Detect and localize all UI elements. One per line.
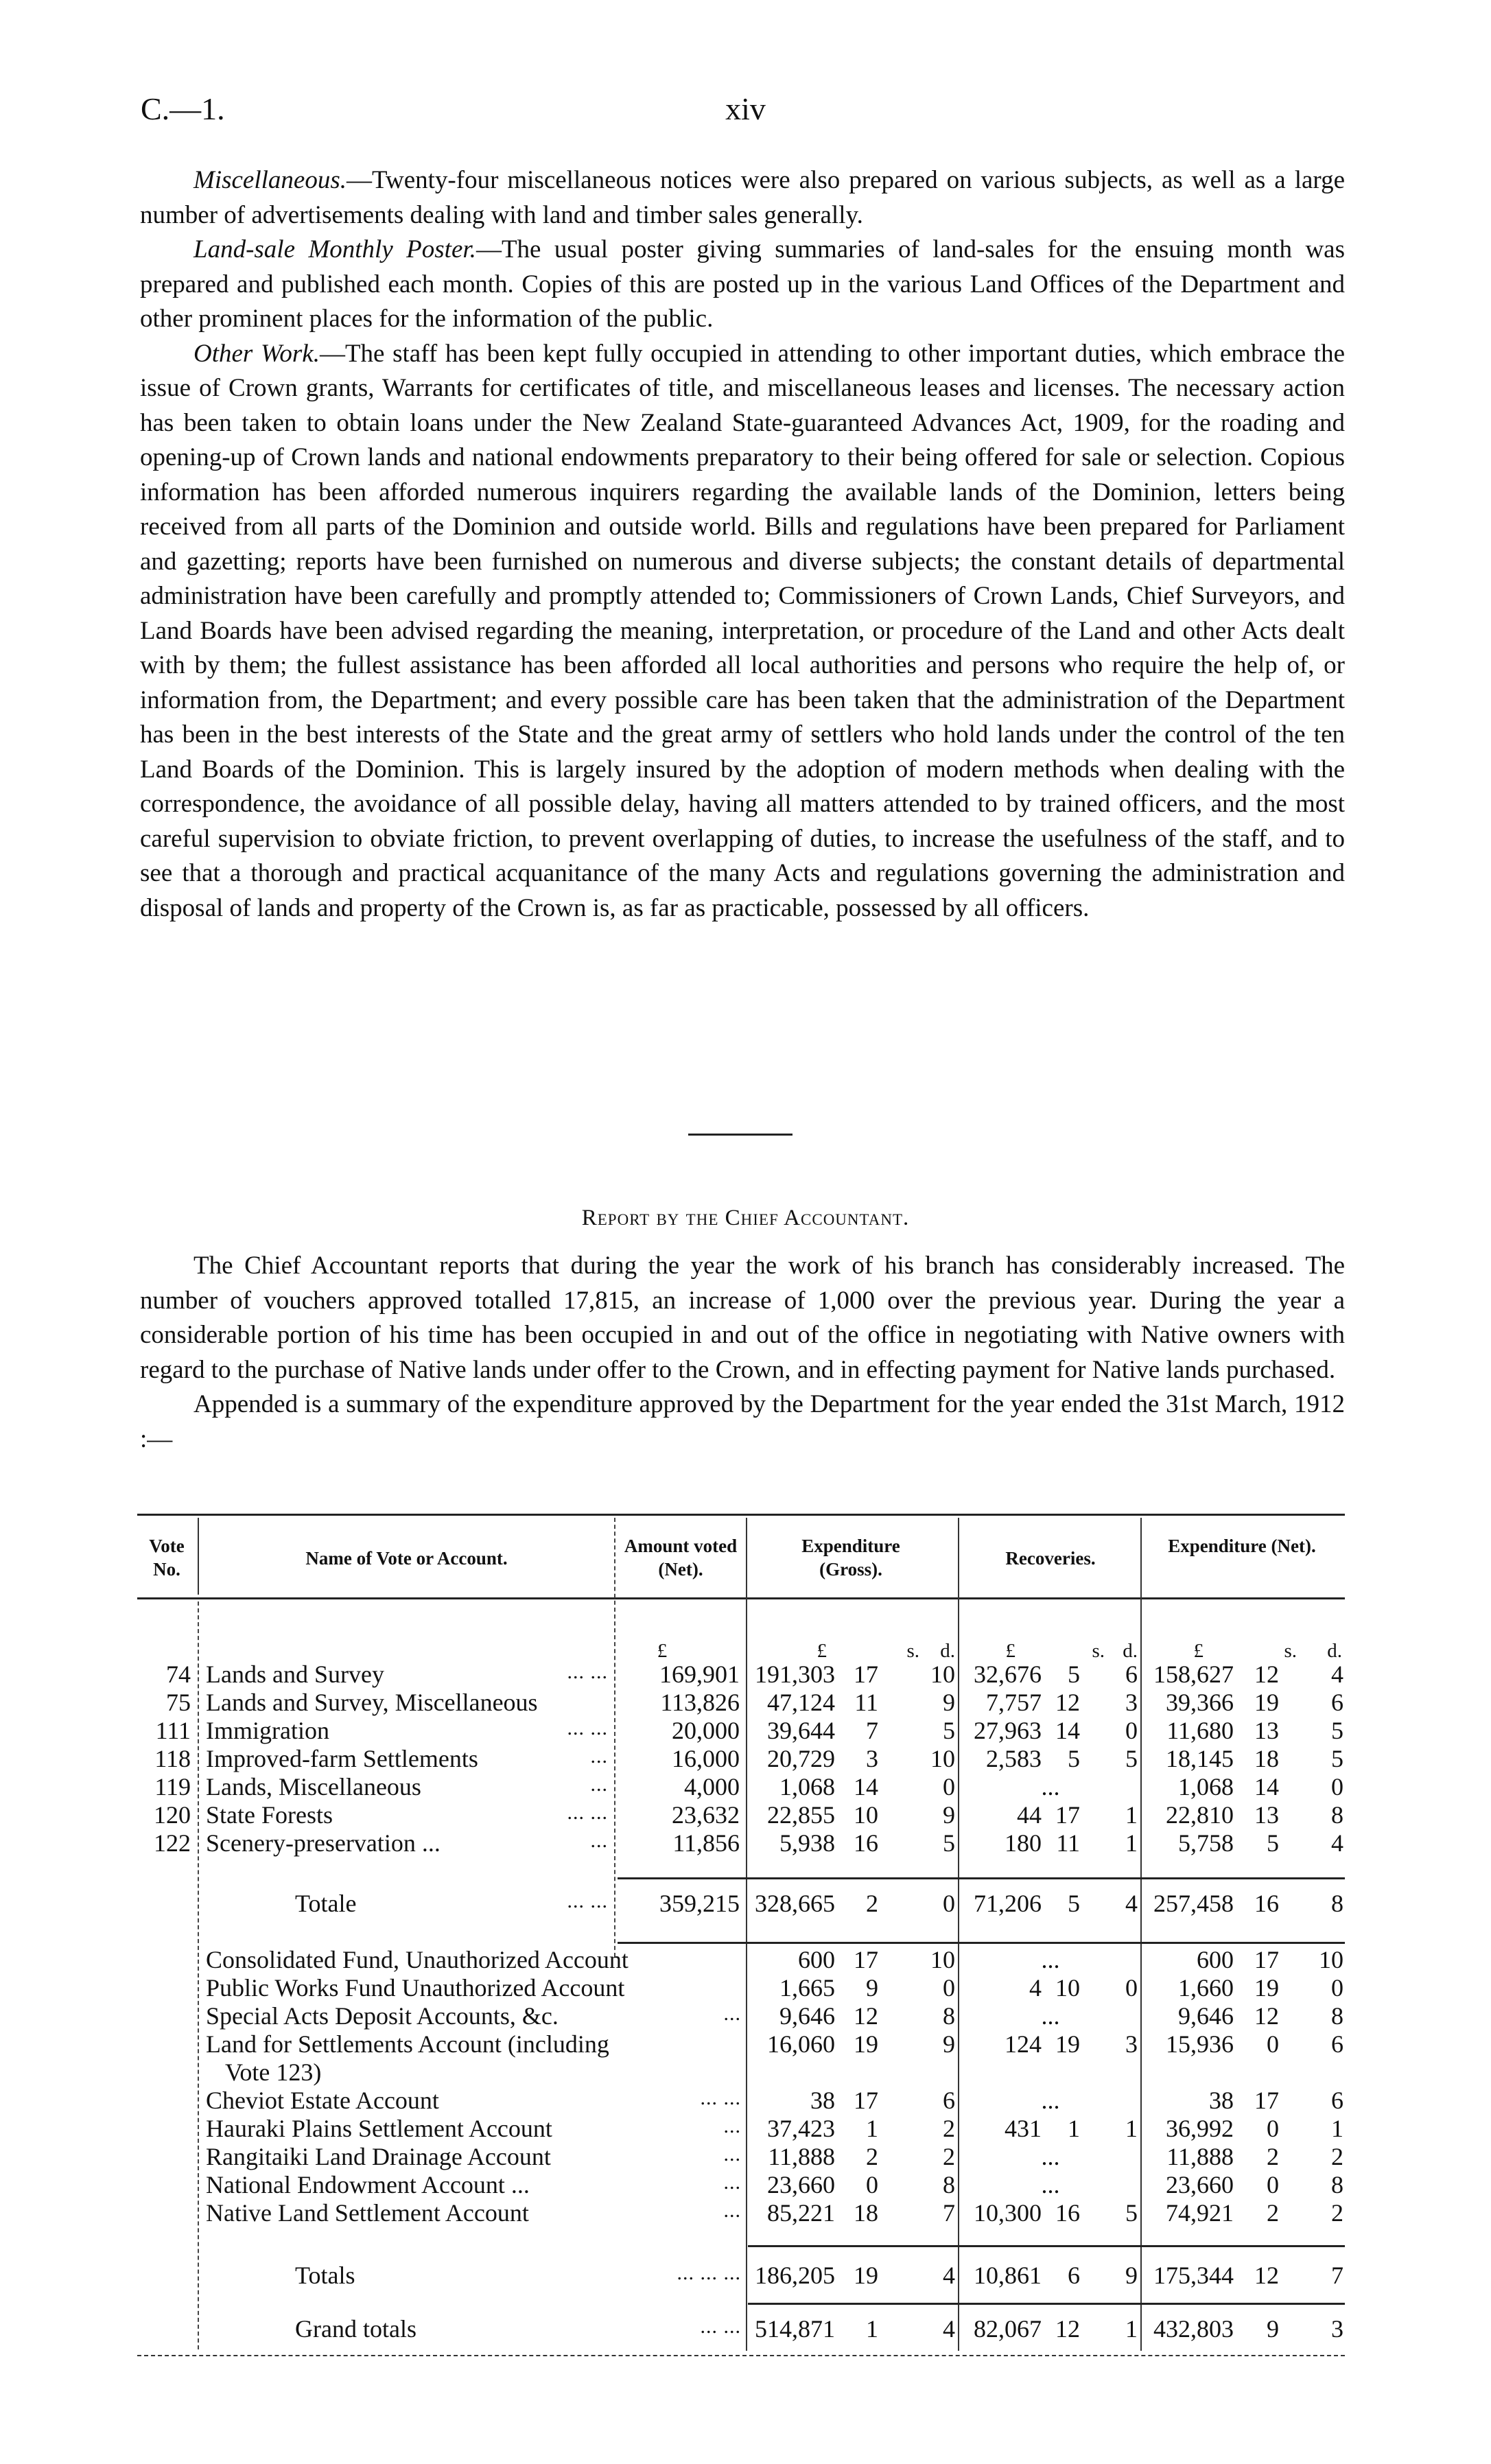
gross-shillings: 12 xyxy=(854,2002,878,2030)
gross-pounds: 1,665 xyxy=(779,1974,835,2002)
recoveries-pence: 3 xyxy=(1125,2030,1138,2058)
recoveries-pounds: 27,963 xyxy=(974,1717,1042,1744)
net-pounds: 1,660 xyxy=(1178,1974,1234,2002)
recoveries-pounds: 180 xyxy=(1005,1829,1042,1857)
totals-label: Totale xyxy=(295,1890,357,1917)
net-pence: 5 xyxy=(1331,1717,1343,1744)
amount-voted-total: 359,215 xyxy=(659,1890,740,1917)
account-name: Hauraki Plains Settlement Account xyxy=(206,2115,552,2142)
vote-name: Lands and Survey xyxy=(206,1661,384,1688)
net-shillings: 9 xyxy=(1267,2315,1279,2343)
body-text xyxy=(140,163,1345,926)
divider-net xyxy=(1140,1518,1142,2351)
leader-dots: ... xyxy=(723,2115,741,2137)
divider-recoveries xyxy=(958,1518,959,2351)
gross-pence: 4 xyxy=(943,2315,955,2343)
gross-pence: 9 xyxy=(943,1689,955,1716)
grand-totals-label: Grand totals xyxy=(295,2315,416,2343)
header-expenditure-gross: Expenditure (Gross). xyxy=(801,1536,900,1580)
recoveries-pence: 0 xyxy=(1125,1717,1138,1744)
gross-shillings: 3 xyxy=(866,1745,878,1772)
account-name: Special Acts Deposit Accounts, &c. xyxy=(206,2002,559,2030)
account-name: Cheviot Estate Account xyxy=(206,2087,439,2114)
leader-dots: ... xyxy=(590,1829,608,1852)
paragraph-text: —The usual poster giving summaries of land-sales for the ensuing month was prepared and published each month. Copies of this are posted up in the various Land Offices of the Department and other prominent places for the information of the public. xyxy=(140,235,1345,333)
recoveries-shillings: 5 xyxy=(1068,1661,1080,1688)
gross-pounds: 328,665 xyxy=(755,1890,835,1917)
net-pounds: 5,758 xyxy=(1178,1829,1234,1857)
paragraph-land-sale-poster xyxy=(140,233,1345,337)
unit-pence: d. xyxy=(940,1640,955,1662)
unit-pound: £ xyxy=(1005,1640,1015,1662)
recoveries-nil: ... xyxy=(1041,1946,1060,1973)
gross-pence: 0 xyxy=(943,1974,955,2002)
net-pence: 8 xyxy=(1331,1890,1343,1917)
vote-name: Improved-farm Settlements xyxy=(206,1745,478,1772)
leader-dots: ... ... xyxy=(700,2087,741,2109)
recoveries-shillings: 11 xyxy=(1056,1829,1080,1857)
recoveries-shillings: 12 xyxy=(1055,1689,1080,1716)
net-shillings: 17 xyxy=(1254,2087,1279,2114)
net-pounds: 1,068 xyxy=(1178,1773,1234,1800)
gross-shillings: 16 xyxy=(854,1829,878,1857)
recoveries-nil: ... xyxy=(1041,2002,1060,2030)
gross-shillings: 1 xyxy=(866,2315,878,2343)
divider-vote-body xyxy=(198,1601,199,2349)
net-shillings: 17 xyxy=(1254,1946,1279,1973)
account-name: Consolidated Fund, Unauthorized Account xyxy=(206,1946,629,1973)
table-bottom-rule xyxy=(137,2355,1345,2356)
recoveries-shillings: 16 xyxy=(1055,2199,1080,2227)
gross-shillings: 14 xyxy=(854,1773,878,1800)
net-shillings: 18 xyxy=(1254,1745,1279,1772)
net-pounds: 18,145 xyxy=(1166,1745,1234,1772)
section-title: Report by the Chief Accountant. xyxy=(581,1206,910,1230)
leader-dots: ... ... xyxy=(567,1801,608,1824)
gross-shillings: 7 xyxy=(866,1717,878,1744)
gross-pounds: 600 xyxy=(798,1946,835,1973)
header-amount-voted: Amount voted (Net). xyxy=(624,1536,738,1580)
recoveries-pence: 3 xyxy=(1125,1689,1138,1716)
recoveries-nil: ... xyxy=(1041,2143,1060,2170)
leader-dots: ... ... xyxy=(567,1661,608,1683)
vote-name: Lands, Miscellaneous xyxy=(206,1773,421,1800)
gross-shillings: 9 xyxy=(866,1974,878,2002)
net-pounds: 11,888 xyxy=(1166,2143,1234,2170)
gross-pounds: 186,205 xyxy=(755,2262,835,2289)
net-pence: 6 xyxy=(1331,2087,1343,2114)
gross-shillings: 11 xyxy=(854,1689,878,1716)
vote-number: 118 xyxy=(154,1745,191,1772)
gross-pounds: 22,855 xyxy=(767,1801,835,1829)
net-pence: 0 xyxy=(1331,1773,1343,1800)
net-pence: 8 xyxy=(1331,1801,1343,1829)
account-name: National Endowment Account ... xyxy=(206,2171,530,2198)
vote-number: 74 xyxy=(166,1661,191,1688)
net-pounds: 257,458 xyxy=(1153,1890,1234,1917)
net-pounds: 39,366 xyxy=(1166,1689,1234,1716)
account-name: Native Land Settlement Account xyxy=(206,2199,529,2227)
gross-pounds: 5,938 xyxy=(779,1829,835,1857)
net-pounds: 23,660 xyxy=(1166,2171,1234,2198)
amount-voted: 20,000 xyxy=(672,1717,740,1744)
gross-pence: 5 xyxy=(943,1829,955,1857)
header-name: Name of Vote or Account. xyxy=(305,1548,508,1569)
gross-pence: 8 xyxy=(943,2002,955,2030)
amount-voted: 23,632 xyxy=(672,1801,740,1829)
gross-shillings: 17 xyxy=(854,2087,878,2114)
net-pence: 8 xyxy=(1331,2002,1343,2030)
divider-gross xyxy=(746,1518,747,2351)
vote-number: 122 xyxy=(154,1829,191,1857)
vote-number: 120 xyxy=(154,1801,191,1829)
leader-dots: ... xyxy=(723,2199,741,2222)
recoveries-nil: ... xyxy=(1041,1773,1060,1800)
recoveries-pounds: 71,206 xyxy=(974,1890,1042,1917)
net-pounds: 11,680 xyxy=(1166,1717,1234,1744)
vote-name: Lands and Survey, Miscellaneous xyxy=(206,1689,538,1716)
page-number: xiv xyxy=(725,91,766,126)
leader-dots: ... ... ... xyxy=(677,2262,741,2284)
recoveries-pounds: 44 xyxy=(1017,1801,1042,1829)
gross-pounds: 39,644 xyxy=(767,1717,835,1744)
total-rule xyxy=(748,2303,1345,2305)
unit-shillings: s. xyxy=(906,1640,919,1662)
gross-pounds: 85,221 xyxy=(767,2199,835,2227)
unit-pound: £ xyxy=(657,1640,668,1662)
recoveries-pounds: 4 xyxy=(1029,1974,1042,2002)
gross-pounds: 514,871 xyxy=(755,2315,835,2343)
recoveries-pounds: 82,067 xyxy=(974,2315,1042,2343)
gross-shillings: 10 xyxy=(854,1801,878,1829)
recoveries-pence: 0 xyxy=(1125,1974,1138,2002)
vote-name: Scenery-preservation ... xyxy=(206,1829,441,1857)
recoveries-pence: 1 xyxy=(1125,1801,1138,1829)
totals-label: Totals xyxy=(295,2262,355,2289)
vote-number: 119 xyxy=(154,1773,191,1800)
paragraph-lead: Land-sale Monthly Poster. xyxy=(193,235,476,263)
unit-shillings: s. xyxy=(1284,1640,1297,1662)
gross-pence: 0 xyxy=(943,1773,955,1800)
recoveries-pence: 5 xyxy=(1125,1745,1138,1772)
recoveries-shillings: 12 xyxy=(1055,2315,1080,2343)
gross-pounds: 20,729 xyxy=(767,1745,835,1772)
paragraph-text: —Twenty-four miscellaneous notices were also prepared on various subjects, as well as a large number of advertisements dealing with land and timber sales generally. xyxy=(140,166,1345,229)
paragraph-lead: Other Work. xyxy=(193,339,320,368)
gross-shillings: 18 xyxy=(854,2199,878,2227)
net-pounds: 74,921 xyxy=(1166,2199,1234,2227)
paragraph-miscellaneous xyxy=(140,163,1345,233)
net-pence: 4 xyxy=(1331,1829,1343,1857)
net-pence: 2 xyxy=(1331,2199,1343,2227)
recoveries-pence: 1 xyxy=(1125,1829,1138,1857)
net-shillings: 14 xyxy=(1254,1773,1279,1800)
gross-pounds: 9,646 xyxy=(779,2002,835,2030)
paragraph-chief-accountant: The Chief Accountant reports that during the year the work of his branch has considerably increased. The number of vouchers approved totalled 17,815, an increase of 1,000 over the previous year. During the year a considerable portion of his time has been occupied in and out of the office in negotiating with Native owners with regard to the purchase of Native lands under offer to the Crown, and in effecting payment for Native lands purchased. xyxy=(140,1252,1345,1384)
account-name: Land for Settlements Account (including xyxy=(206,2030,609,2058)
recoveries-shillings: 14 xyxy=(1055,1717,1080,1744)
paragraph-lead: Miscellaneous. xyxy=(193,166,347,194)
recoveries-shillings: 5 xyxy=(1068,1745,1080,1772)
divider-amount xyxy=(614,1518,615,1957)
gross-pounds: 23,660 xyxy=(767,2171,835,2198)
table-top-rule xyxy=(137,1514,1345,1516)
gross-pounds: 16,060 xyxy=(767,2030,835,2058)
header-expenditure-net: Expenditure (Net). xyxy=(1168,1536,1316,1556)
gross-pence: 9 xyxy=(943,2030,955,2058)
header-recoveries: Recoveries. xyxy=(1005,1548,1096,1569)
section-divider xyxy=(688,1134,793,1136)
net-pence: 6 xyxy=(1331,2030,1343,2058)
gross-shillings: 1 xyxy=(866,2115,878,2142)
net-shillings: 0 xyxy=(1267,2115,1279,2142)
net-shillings: 2 xyxy=(1267,2143,1279,2170)
net-pounds: 22,810 xyxy=(1166,1801,1234,1829)
recoveries-shillings: 5 xyxy=(1068,1890,1080,1917)
gross-shillings: 19 xyxy=(854,2262,878,2289)
net-shillings: 12 xyxy=(1254,2002,1279,2030)
gross-shillings: 17 xyxy=(854,1661,878,1688)
net-pounds: 432,803 xyxy=(1153,2315,1234,2343)
net-shillings: 0 xyxy=(1267,2030,1279,2058)
net-pence: 10 xyxy=(1319,1946,1343,1973)
net-shillings: 19 xyxy=(1254,1974,1279,2002)
net-shillings: 12 xyxy=(1254,2262,1279,2289)
recoveries-pence: 5 xyxy=(1125,2199,1138,2227)
leader-dots: ... xyxy=(723,2143,741,2166)
leader-dots: ... ... xyxy=(567,1890,608,1912)
net-pence: 7 xyxy=(1331,2262,1343,2289)
gross-pounds: 191,303 xyxy=(755,1661,835,1688)
gross-pence: 6 xyxy=(943,2087,955,2114)
recoveries-shillings: 19 xyxy=(1055,2030,1080,2058)
net-pounds: 38 xyxy=(1209,2087,1234,2114)
gross-pence: 0 xyxy=(943,1890,955,1917)
recoveries-shillings: 10 xyxy=(1055,1974,1080,2002)
recoveries-pence: 9 xyxy=(1125,2262,1138,2289)
gross-pence: 8 xyxy=(943,2171,955,2198)
document-code: C.—1. xyxy=(141,91,225,126)
gross-pence: 2 xyxy=(943,2115,955,2142)
header-vote-no: Vote No. xyxy=(149,1536,185,1580)
unit-pence: d. xyxy=(1123,1640,1138,1662)
gross-pence: 9 xyxy=(943,1801,955,1829)
recoveries-pounds: 124 xyxy=(1005,2030,1042,2058)
leader-dots: ... xyxy=(590,1745,608,1768)
recoveries-pence: 6 xyxy=(1125,1661,1138,1688)
account-name-continued: Vote 123) xyxy=(225,2058,322,2086)
net-shillings: 0 xyxy=(1267,2171,1279,2198)
expenditure-table xyxy=(137,1514,1345,2360)
leader-dots: ... xyxy=(590,1773,608,1796)
leader-dots: ... xyxy=(723,2171,741,2194)
amount-voted: 11,856 xyxy=(672,1829,740,1857)
net-shillings: 12 xyxy=(1254,1661,1279,1688)
net-pounds: 158,627 xyxy=(1153,1661,1234,1688)
net-pence: 3 xyxy=(1331,2315,1343,2343)
unit-pence: d. xyxy=(1327,1640,1342,1662)
total-rule xyxy=(618,1877,1345,1879)
net-pounds: 15,936 xyxy=(1166,2030,1234,2058)
net-pounds: 9,646 xyxy=(1178,2002,1234,2030)
net-shillings: 13 xyxy=(1254,1717,1279,1744)
net-shillings: 19 xyxy=(1254,1689,1279,1716)
gross-pence: 10 xyxy=(930,1661,955,1688)
account-name: Rangitaiki Land Drainage Account xyxy=(206,2143,551,2170)
gross-shillings: 17 xyxy=(854,1946,878,1973)
table-header-rule xyxy=(137,1597,1345,1599)
net-pence: 0 xyxy=(1331,1974,1343,2002)
recoveries-shillings: 6 xyxy=(1068,2262,1080,2289)
net-pence: 1 xyxy=(1331,2115,1343,2142)
net-shillings: 5 xyxy=(1267,1829,1279,1857)
gross-pence: 7 xyxy=(943,2199,955,2227)
amount-voted: 4,000 xyxy=(684,1773,740,1800)
gross-pence: 10 xyxy=(930,1745,955,1772)
total-rule xyxy=(618,1942,1345,1944)
recoveries-pence: 1 xyxy=(1125,2115,1138,2142)
gross-pounds: 38 xyxy=(810,2087,835,2114)
recoveries-pounds: 10,861 xyxy=(974,2262,1042,2289)
net-pence: 6 xyxy=(1331,1689,1343,1716)
recoveries-shillings: 1 xyxy=(1068,2115,1080,2142)
leader-dots: ... ... xyxy=(700,2315,741,2338)
unit-shillings: s. xyxy=(1092,1640,1105,1662)
recoveries-nil: ... xyxy=(1041,2087,1060,2114)
net-pounds: 600 xyxy=(1197,1946,1234,1973)
net-pence: 2 xyxy=(1331,2143,1343,2170)
unit-pound: £ xyxy=(1193,1640,1204,1662)
net-shillings: 2 xyxy=(1267,2199,1279,2227)
amount-voted: 169,901 xyxy=(659,1661,740,1688)
vote-name: Immigration xyxy=(206,1717,329,1744)
net-pounds: 36,992 xyxy=(1166,2115,1234,2142)
net-pence: 5 xyxy=(1331,1745,1343,1772)
recoveries-pence: 4 xyxy=(1125,1890,1138,1917)
leader-dots: ... ... xyxy=(567,1717,608,1739)
gross-pounds: 11,888 xyxy=(768,2143,835,2170)
recoveries-nil: ... xyxy=(1041,2171,1060,2198)
gross-shillings: 2 xyxy=(866,2143,878,2170)
account-name: Public Works Fund Unauthorized Account xyxy=(206,1974,625,2002)
net-pence: 8 xyxy=(1331,2171,1343,2198)
gross-pence: 4 xyxy=(943,2262,955,2289)
gross-shillings: 0 xyxy=(866,2171,878,2198)
amount-voted: 113,826 xyxy=(660,1689,740,1716)
net-pounds: 175,344 xyxy=(1153,2262,1234,2289)
gross-pounds: 47,124 xyxy=(767,1689,835,1716)
leader-dots: ... xyxy=(723,2002,741,2025)
vote-name: State Forests xyxy=(206,1801,333,1829)
recoveries-pounds: 431 xyxy=(1005,2115,1042,2142)
gross-shillings: 2 xyxy=(866,1890,878,1917)
net-shillings: 16 xyxy=(1254,1890,1279,1917)
chief-accountant-text xyxy=(140,1249,1345,1457)
net-pence: 4 xyxy=(1331,1661,1343,1688)
amount-voted: 16,000 xyxy=(672,1745,740,1772)
gross-shillings: 19 xyxy=(854,2030,878,2058)
vote-number: 75 xyxy=(166,1689,191,1716)
unit-pound: £ xyxy=(817,1640,827,1662)
recoveries-pounds: 10,300 xyxy=(974,2199,1042,2227)
vote-number: 111 xyxy=(155,1717,191,1744)
paragraph-appended-summary: Appended is a summary of the expenditure approved by the Department for the year ended the 31st March, 1912 :— xyxy=(140,1390,1345,1453)
gross-pounds: 1,068 xyxy=(779,1773,835,1800)
gross-pounds: 37,423 xyxy=(767,2115,835,2142)
recoveries-pounds: 7,757 xyxy=(986,1689,1042,1716)
gross-pence: 5 xyxy=(943,1717,955,1744)
recoveries-shillings: 17 xyxy=(1055,1801,1080,1829)
recoveries-pence: 1 xyxy=(1125,2315,1138,2343)
recoveries-pounds: 2,583 xyxy=(986,1745,1042,1772)
paragraph-other-work xyxy=(140,337,1345,926)
paragraph-text: —The staff has been kept fully occupied in attending to other important duties, which embrace the issue of Crown grants, Warrants for certificates of title, and miscellaneous leases and licenses. The necessary action has been taken to obtain loans under the New Zealand State-guaranteed Advances Act, 1909, for the roading and opening-up of Crown lands and national endowments preparatory to their being offered for sale or selection. Copious information has been afforded numerous inquirers regarding the available lands of the Dominion, letters being received from all parts of the Dominion and outside world. Bills and regulations have been prepared for Parliament and gazetting; reports have been furnished on numerous and diverse subjects; the constant details of departmental administration have been carefully and promptly attended to; Commissioners of Crown Lands, Chief Surveyors, and Land Boards have been advised regarding the meaning, interpretation, or procedure of the Land and other Acts dealt with by them; the fullest assistance has been afforded all local authorities and persons who require the help of, or information from, the Department; and every possible care has been taken that the administration of the Department has been in the best interests of the State and the great army of settlers who hold lands under the control of the ten Land Boards of the Dominion. This is largely insured by the adoption of modern methods when dealing with the correspondence, the avoidance of all possible delay, having all matters attended to by trained officers, and the most careful supervision to obviate friction, to prevent overlapping of duties, to increase the usefulness of the staff, and to see that a thorough and practical acquanitance of the many Acts and regulations governing the administration and disposal of lands and property of the Crown is, as far as practicable, possessed by all officers. xyxy=(140,339,1345,922)
net-shillings: 13 xyxy=(1254,1801,1279,1829)
gross-pence: 10 xyxy=(930,1946,955,1973)
total-rule xyxy=(748,2245,1345,2247)
recoveries-pounds: 32,676 xyxy=(974,1661,1042,1688)
gross-pence: 2 xyxy=(943,2143,955,2170)
